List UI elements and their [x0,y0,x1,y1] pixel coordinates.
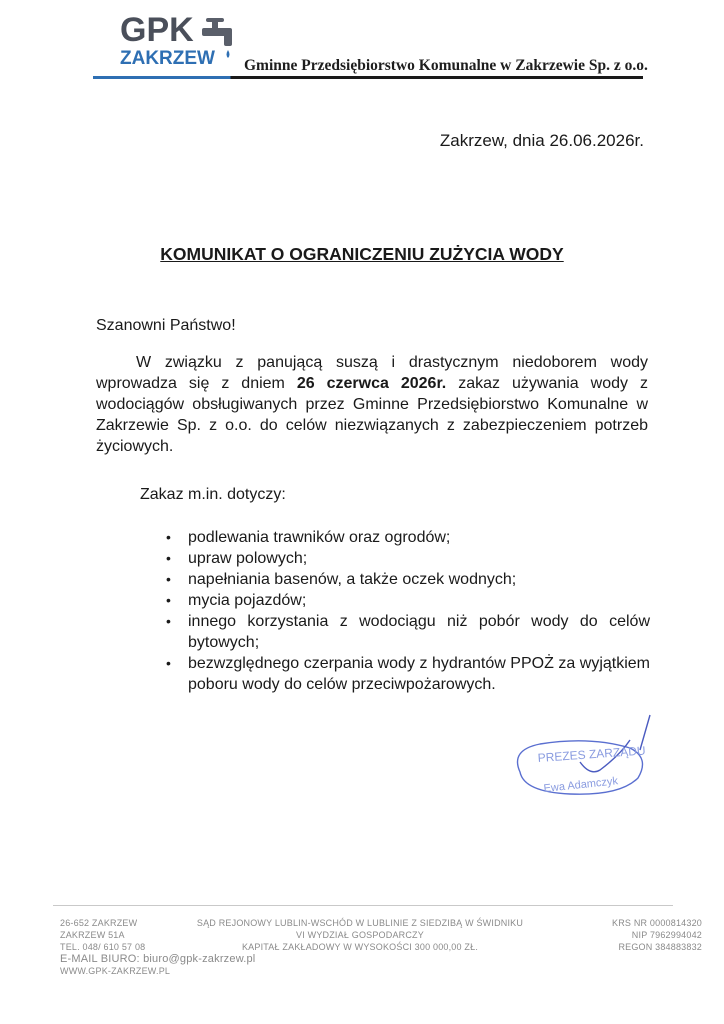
footer-nip: NIP 7962994042 [631,930,702,940]
signature-stamp [500,700,670,815]
footer-email[interactable]: E-MAIL BIURO: biuro@gpk-zakrzew.pl [60,953,256,965]
ban-intro: Zakaz m.in. dotyczy: [140,486,286,503]
company-name: Gminne Przedsiębiorstwo Komunalne w Zakrzewie Sp. z o.o. [244,57,648,74]
bullet-icon: • [166,655,171,671]
body-text-part1: W związku z panującą suszą i drastycznym niedoborem wody wprowadza się z dniem [96,354,648,392]
footer-street: ZAKRZEW 51A [60,930,125,940]
footer-regon: REGON 384883832 [618,942,702,952]
footer-divider [53,905,673,906]
bullet-icon: • [166,529,171,545]
list-item: • innego korzystania z wodociągu niż pobór wody do celów bytowych; [166,613,650,651]
bullet-icon: • [166,592,171,608]
salutation: Szanowni Państwo! [96,317,236,334]
svg-text:Ewa Adamczyk: Ewa Adamczyk [543,775,619,795]
footer-krs: KRS NR 0000814320 [612,918,702,928]
list-item: • podlewania trawników oraz ogrodów; [166,529,451,546]
bullet-icon: • [166,613,171,629]
list-item: • bezwzględnego czerpania wody z hydrantów PPOŻ za wyjątkiem poboru wody do celów przeciwpożarowych. [166,655,650,693]
footer-registration [612,917,702,953]
header-divider [93,76,643,79]
bullet-icon: • [166,571,171,587]
footer-website[interactable]: WWW.GPK-ZAKRZEW.PL [60,966,171,976]
logo-gpk: GPK [120,11,194,49]
bullet-icon: • [166,550,171,566]
list-item: • mycia pojazdów; [166,592,307,609]
footer-phone: TEL. 048/ 610 57 08 [60,942,146,952]
body-text-part2: zakaz używania wody z wodociągów obsługiwanych przez Gminne Przedsiębiorstwo Komunalne w Zakrzewie Sp. z o.o. do celów niezwiązanych z zabezpieczeniem potrzeb życiowych. [96,375,648,455]
footer-court-info: SĄD REJONOWY LUBLIN-WSCHÓD W LUBLINIE Z SIEDZIBĄ W ŚWIDNIKU VI WYDZIAŁ GOSPODARCZY KAPITAŁ ZAKŁADOWY W WYSOKOŚCI 300 000,00 ZŁ. [196,918,524,952]
list-item: • napełniania basenów, a także oczek wodnych; [166,571,517,588]
logo-zakrzew: ZAKRZEW [120,48,215,69]
date-line: Zakrzew, dnia 26.06.2026r. [439,131,644,150]
body-paragraph [96,352,648,457]
document-title: KOMUNIKAT O OGRANICZENIU ZUŻYCIA WODY [160,244,564,264]
footer-postal-code: 26-652 ZAKRZEW [60,918,138,928]
ban-start-date: 26 czerwca 2026r. [296,375,447,392]
svg-text:PREZES ZARZĄDU: PREZES ZARZĄDU [537,743,646,765]
list-item: • upraw polowych; [166,550,308,567]
ban-list [140,527,650,695]
